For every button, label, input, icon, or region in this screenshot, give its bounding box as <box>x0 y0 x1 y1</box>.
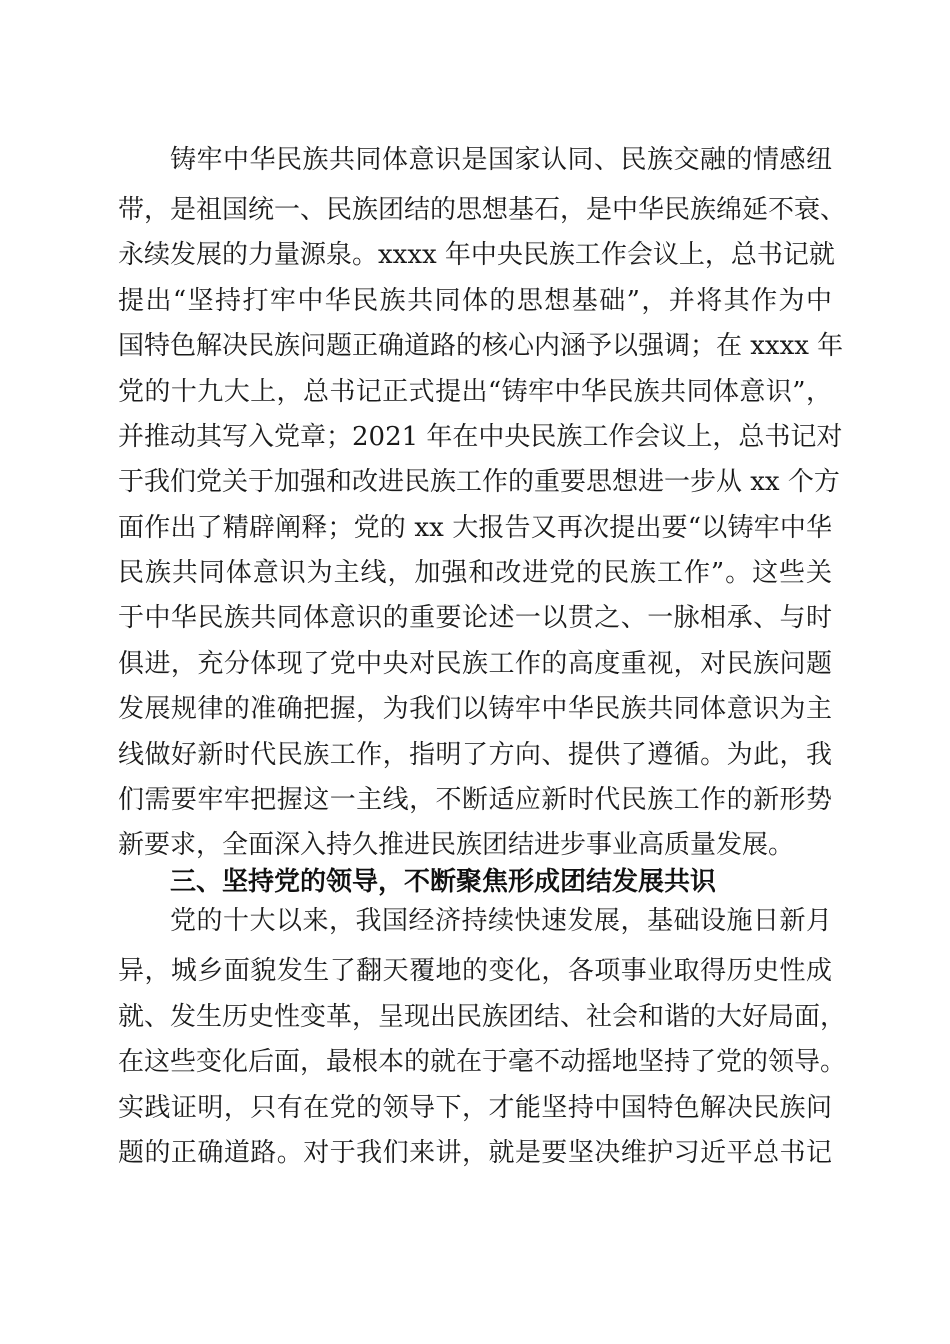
paragraph-line: 题的正确道路。对于我们来讲，就是要坚决维护习近平总书记 <box>118 1138 832 1168</box>
section-heading: 三、坚持党的领导，不断聚焦形成团结发展共识 <box>170 867 717 897</box>
paragraph-line: 就、发生历史性变革，呈现出民族团结、社会和谐的大好局面， <box>118 1002 847 1032</box>
paragraph-line: 民族共同体意识为主线，加强和改进党的民族工作”。这些关 <box>118 558 832 588</box>
paragraph-line: 俱进，充分体现了党中央对民族工作的高度重视，对民族问题 <box>118 649 832 679</box>
paragraph-line: 新要求，全面深入持久推进民族团结进步事业高质量发展。 <box>118 830 795 860</box>
paragraph-line: 于我们党关于加强和改进民族工作的重要思想进一步从 xx 个方 <box>118 467 840 497</box>
paragraph-line: 发展规律的准确把握，为我们以铸牢中华民族共同体意识为主 <box>118 694 832 724</box>
paragraph-line: 于中华民族共同体意识的重要论述一以贯之、一脉相承、与时 <box>118 603 832 633</box>
paragraph-line: 党的十九大上，总书记正式提出“铸牢中华民族共同体意识”， <box>118 377 832 407</box>
paragraph-line: 在这些变化后面，最根本的就在于毫不动摇地坚持了党的领导。 <box>118 1047 847 1077</box>
paragraph-line: 带，是祖国统一、民族团结的思想基石，是中华民族绵延不衰、 <box>118 195 847 225</box>
paragraph-line: 异，城乡面貌发生了翻天覆地的变化，各项事业取得历史性成 <box>118 956 832 986</box>
paragraph-line: 提出“坚持打牢中华民族共同体的思想基础”，并将其作为中 <box>118 286 832 316</box>
paragraph-line: 党的十大以来，我国经济持续快速发展，基础设施日新月 <box>170 906 832 936</box>
paragraph-line: 们需要牢牢把握这一主线，不断适应新时代民族工作的新形势 <box>118 785 832 815</box>
paragraph-line: 面作出了精辟阐释；党的 xx 大报告又再次提出要“以铸牢中华 <box>118 513 832 543</box>
paragraph-line: 实践证明，只有在党的领导下，才能坚持中国特色解决民族问 <box>118 1093 832 1123</box>
paragraph-line: 铸牢中华民族共同体意识是国家认同、民族交融的情感纽 <box>170 145 832 175</box>
paragraph-line: 永续发展的力量源泉。xxxx 年中央民族工作会议上，总书记就 <box>118 240 835 270</box>
paragraph-line: 并推动其写入党章；2021 年在中央民族工作会议上，总书记对 <box>118 422 843 452</box>
paragraph-line: 国特色解决民族问题正确道路的核心内涵予以强调；在 xxxx 年 <box>118 331 844 361</box>
paragraph-line: 线做好新时代民族工作，指明了方向、提供了遵循。为此，我 <box>118 740 832 770</box>
